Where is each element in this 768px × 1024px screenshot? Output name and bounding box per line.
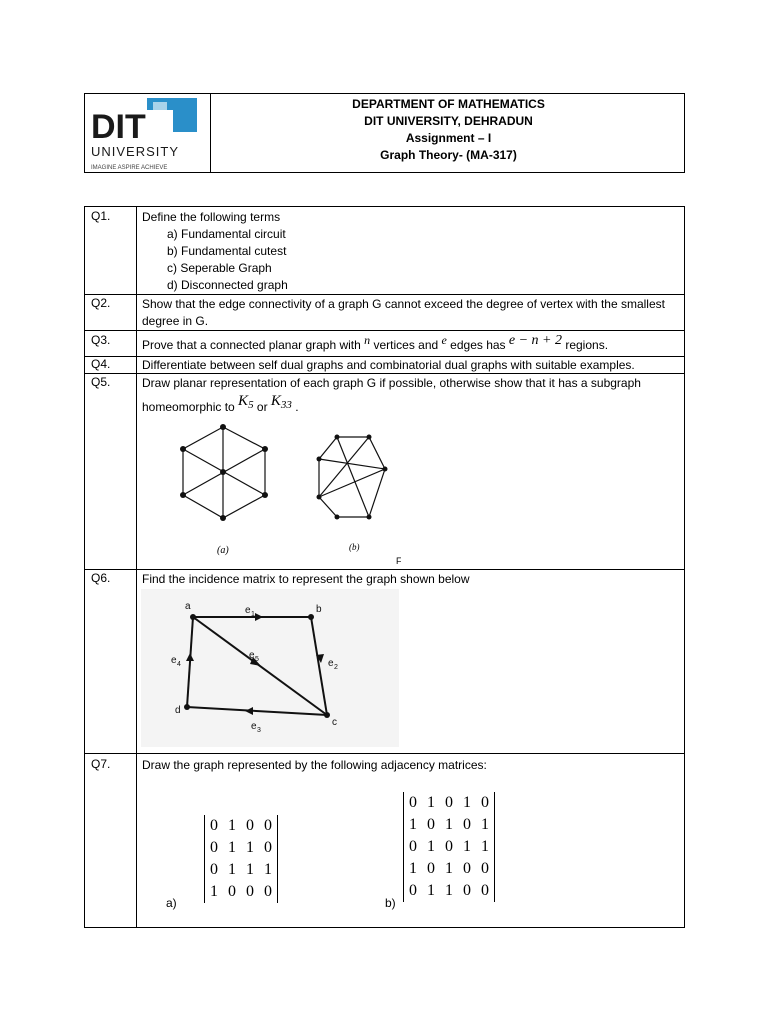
matrix-b-row — [404, 858, 495, 880]
q3-mid2: edges has — [446, 338, 509, 352]
logo-sub: UNIVERSITY — [91, 144, 180, 159]
matrix-b-cell: 1 — [481, 838, 489, 855]
matrix-b-cell: 0 — [427, 860, 435, 877]
q6-label-e5-sub: 5 — [255, 656, 259, 663]
q3-e: e — [441, 333, 447, 347]
matrix-b-cell: 1 — [463, 794, 471, 811]
matrix-b-cell: 0 — [409, 882, 417, 899]
matrix-a-cell: 0 — [264, 839, 272, 856]
q7-number: Q7. — [91, 757, 111, 771]
q3-n: n — [364, 333, 371, 347]
q3-text — [142, 333, 609, 354]
matrix-b-cell: 0 — [463, 816, 471, 833]
matrix-b-cell: 0 — [409, 794, 417, 811]
q6-number: Q6. — [91, 571, 111, 585]
q4-number: Q4. — [91, 357, 111, 371]
row-divider — [85, 373, 684, 374]
matrix-a-cell: 0 — [264, 817, 272, 834]
matrix-a-cell: 1 — [246, 839, 254, 856]
q3-expr: e − n + 2 — [508, 333, 562, 348]
row-divider — [85, 294, 684, 295]
q6-label-e4: e — [171, 655, 177, 666]
matrix-a-row — [205, 837, 278, 859]
matrix-a-row — [205, 881, 278, 903]
matrix-b-row — [404, 792, 495, 814]
matrix-b-cell: 1 — [481, 816, 489, 833]
q5-line2-pre: homeomorphic to — [142, 400, 239, 414]
q3-mid: vertices and — [370, 338, 442, 352]
q5-number: Q5. — [91, 375, 111, 389]
logo-graphic — [89, 96, 204, 172]
q7-text: Draw the graph represented by the following adjacency matrices: — [142, 758, 487, 772]
q6-label-a: a — [185, 601, 191, 612]
question-table — [84, 206, 685, 928]
matrix-b-row — [404, 814, 495, 836]
matrix-b-cell: 0 — [463, 860, 471, 877]
q5-k5: K — [238, 393, 249, 409]
column-divider — [136, 207, 137, 927]
matrix-b-cell: 0 — [427, 816, 435, 833]
matrix-b-cell: 1 — [427, 882, 435, 899]
matrix-a-cell: 1 — [264, 861, 272, 878]
row-divider — [85, 330, 684, 331]
matrix-b-cell: 0 — [481, 794, 489, 811]
matrix-b-cell: 1 — [463, 838, 471, 855]
assignment-title: Assignment – I — [405, 131, 492, 145]
matrix-b-cell: 1 — [445, 882, 453, 899]
q5-or: or — [253, 400, 271, 414]
q6-text: Find the incidence matrix to represent the graph shown below — [142, 572, 470, 586]
matrix-b-cell: 1 — [427, 794, 435, 811]
matrix-a-cell: 1 — [246, 861, 254, 878]
header-box — [84, 93, 685, 173]
q1-item-d: d) Disconnected graph — [167, 278, 288, 292]
matrix-a-cell: 1 — [228, 839, 236, 856]
matrix-a-cell: 0 — [228, 883, 236, 900]
row-divider — [85, 569, 684, 570]
dept-title: DEPARTMENT OF MATHEMATICS — [352, 97, 545, 111]
matrix-b-cell: 1 — [445, 816, 453, 833]
matrix-b-cell: 1 — [445, 860, 453, 877]
matrix-b-cell: 1 — [427, 838, 435, 855]
matrix-a-label: a) — [166, 896, 177, 910]
q6-label-e1: e — [245, 605, 251, 616]
q6-label-e2: e — [328, 658, 334, 669]
q1-item-b: b) Fundamental cutest — [167, 244, 287, 258]
matrix-b-cell: 0 — [463, 882, 471, 899]
q3-pre: Prove that a connected planar graph with — [142, 338, 365, 352]
q5-fig-b-label: (b) — [349, 542, 360, 552]
q3-post: regions. — [562, 338, 609, 352]
matrix-b-row — [404, 836, 495, 858]
q1-number: Q1. — [91, 209, 111, 223]
q6-label-e3-sub: 3 — [257, 727, 261, 734]
matrix-b-label: b) — [385, 896, 396, 910]
q2-text: Show that the edge connectivity of a graph G cannot exceed the degree of vertex with the smallest degree in G. — [142, 297, 665, 328]
matrix-a-cell: 0 — [210, 861, 218, 878]
q5-text: Draw planar representation of each graph G if possible, otherwise show that it has a subgraph — [142, 376, 641, 390]
q6-label-e2-sub: 2 — [334, 664, 338, 671]
matrix-b-cell: 0 — [481, 882, 489, 899]
q1-text: Define the following terms — [142, 210, 281, 224]
university-title: DIT UNIVERSITY, DEHRADUN — [364, 114, 533, 128]
matrix-b — [403, 792, 495, 902]
q5-fig-a-label: (a) — [217, 545, 229, 556]
q5-graph-a-vertices — [180, 424, 268, 521]
row-divider — [85, 753, 684, 754]
matrix-b-cell: 1 — [409, 816, 417, 833]
matrix-b-cell: 0 — [445, 838, 453, 855]
q6-figure — [141, 589, 401, 749]
matrix-a-row — [205, 859, 278, 881]
matrix-a-cell: 0 — [264, 883, 272, 900]
q5-end: . — [291, 400, 299, 414]
matrix-b-cell: 0 — [481, 860, 489, 877]
q5-graph-b — [319, 437, 385, 517]
matrix-b-cell: 0 — [445, 794, 453, 811]
q4-text: Differentiate between self dual graphs and combinatorial dual graphs with suitable examples. — [142, 358, 635, 372]
q6-label-d: d — [175, 705, 181, 716]
q5-figures — [141, 419, 401, 569]
q2-number: Q2. — [91, 296, 111, 310]
q6-label-e3: e — [251, 721, 257, 732]
header-text — [211, 96, 686, 164]
q1-item-a: a) Fundamental circuit — [167, 227, 286, 241]
q5-line2 — [142, 393, 299, 417]
matrix-a — [204, 815, 278, 903]
matrix-b-cell: 1 — [409, 860, 417, 877]
q5-k5-sub: 5 — [248, 399, 254, 411]
matrix-a-cell: 0 — [210, 839, 218, 856]
q6-label-c: c — [332, 717, 337, 728]
course-title: Graph Theory- (MA-317) — [380, 148, 517, 162]
q5-mark: F — [396, 556, 401, 566]
matrix-a-cell: 1 — [228, 861, 236, 878]
q6-label-e5: e — [249, 650, 255, 661]
q6-label-b: b — [316, 604, 322, 615]
matrix-a-cell: 1 — [210, 883, 218, 900]
matrix-a-cell: 0 — [210, 817, 218, 834]
logo-text: DIT — [91, 108, 146, 146]
logo-tagline: IMAGINE ASPIRE ACHIEVE — [91, 165, 168, 171]
q5-k33: K — [270, 393, 281, 409]
q3-number: Q3. — [91, 333, 111, 347]
matrix-a-cell: 1 — [228, 817, 236, 834]
matrix-b-cell: 0 — [409, 838, 417, 855]
matrix-a-cell: 0 — [246, 883, 254, 900]
q1-item-c: c) Seperable Graph — [167, 261, 272, 275]
q6-label-e4-sub: 4 — [177, 661, 181, 668]
matrix-a-cell: 0 — [246, 817, 254, 834]
university-logo — [89, 96, 204, 172]
q6-label-e1-sub: 1 — [251, 611, 255, 618]
matrix-b-row — [404, 880, 495, 902]
matrix-a-row — [205, 815, 278, 837]
q5-k33-sub: 33 — [280, 399, 292, 411]
